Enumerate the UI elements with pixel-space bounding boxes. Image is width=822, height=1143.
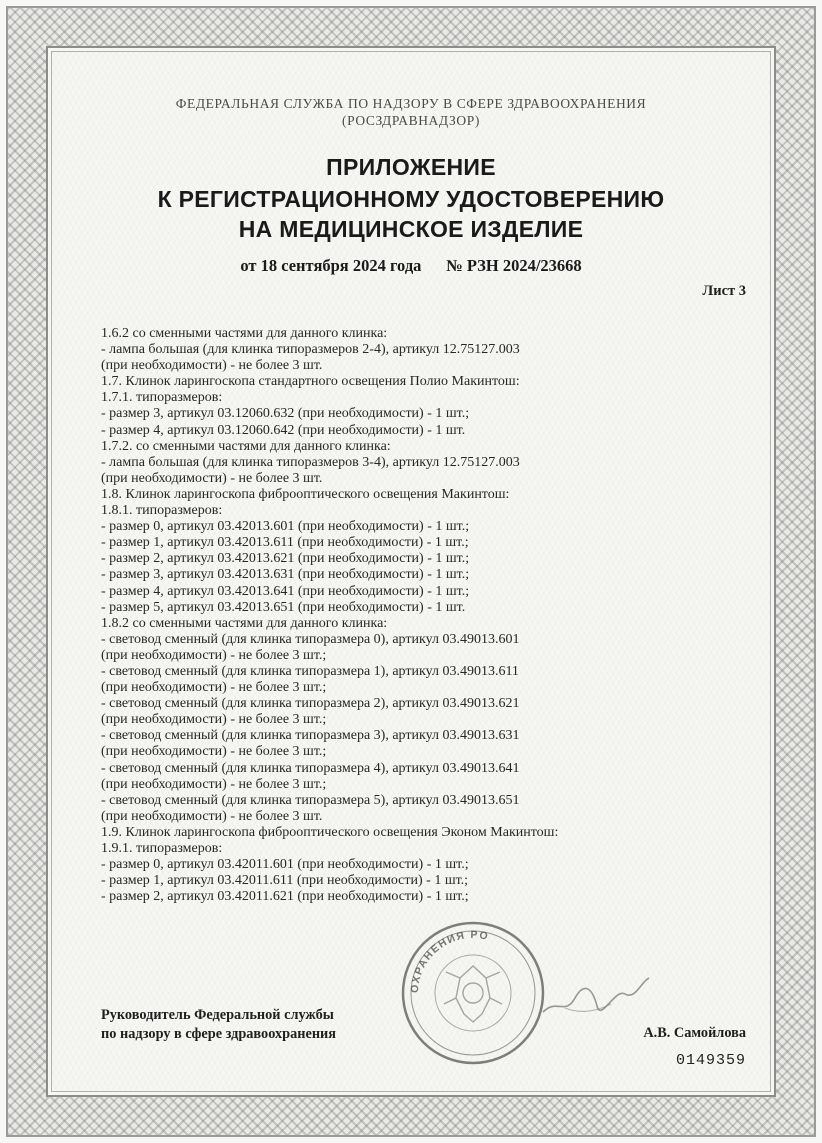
- body-line: (при необходимости) - не более 3 шт.: [101, 808, 323, 824]
- body-line: - лампа большая (для клинка типоразмеров 2-4), артикул 12.75127.003: [101, 342, 520, 358]
- agency-name: ФЕДЕРАЛЬНАЯ СЛУЖБА ПО НАДЗОРУ В СФЕРЕ ЗДРАВООХРАНЕНИЯ: [175, 96, 647, 111]
- body-line: - световод сменный (для клинка типоразмера 2), артикул 03.49013.621: [101, 696, 520, 712]
- body-line: 1.8.1. типоразмеров:: [101, 503, 223, 519]
- document-title-line-2: К РЕГИСТРАЦИОННОМУ УДОСТОВЕРЕНИЮ: [157, 186, 665, 212]
- body-line: (при необходимости) - не более 3 шт.;: [101, 744, 327, 760]
- body-line: - световод сменный (для клинка типоразмера 0), артикул 03.49013.601: [101, 631, 520, 647]
- body-line: - размер 5, артикул 03.42013.651 (при необходимости) - 1 шт.: [101, 599, 466, 615]
- body-line: - световод сменный (для клинка типоразмера 1), артикул 03.49013.611: [101, 663, 519, 679]
- signatory-title-line-2: по надзору в сфере здравоохранения: [101, 1026, 337, 1042]
- body-line: - размер 1, артикул 03.42011.611 (при необходимости) - 1 шт.;: [101, 873, 469, 889]
- signatory-name: А.В. Самойлова: [643, 1025, 746, 1041]
- body-line: 1.7. Клинок ларингоскопа стандартного освещения Полио Макинтош:: [101, 374, 520, 390]
- body-line: - размер 3, артикул 03.42013.631 (при необходимости) - 1 шт.;: [101, 567, 470, 583]
- body-line: (при необходимости) - не более 3 шт.;: [101, 776, 327, 792]
- body-line: 1.7.1. типоразмеров:: [101, 390, 223, 406]
- body-line: - световод сменный (для клинка типоразмера 4), артикул 03.49013.641: [101, 760, 520, 776]
- body-line: - размер 1, артикул 03.42013.611 (при необходимости) - 1 шт.;: [101, 535, 469, 551]
- registration-date: от 18 сентября 2024 года: [240, 256, 422, 275]
- seal-text: ОХРАНЕНИЯ РО: [408, 928, 491, 994]
- agency-abbreviation: (РОСЗДРАВНАДЗОР): [342, 113, 480, 128]
- body-line: - размер 3, артикул 03.12060.632 (при необходимости) - 1 шт.;: [101, 406, 470, 422]
- body-line: - размер 4, артикул 03.12060.642 (при необходимости) - 1 шт.: [101, 422, 466, 438]
- appendix-body: [101, 326, 741, 905]
- body-line: - размер 2, артикул 03.42013.621 (при необходимости) - 1 шт.;: [101, 551, 470, 567]
- body-line: (при необходимости) - не более 3 шт.;: [101, 647, 327, 663]
- body-line: - размер 2, артикул 03.42011.621 (при необходимости) - 1 шт.;: [101, 889, 469, 905]
- body-line: - размер 4, артикул 03.42013.641 (при необходимости) - 1 шт.;: [101, 583, 470, 599]
- official-seal: [398, 918, 548, 1068]
- body-line: 1.8. Клинок ларингоскопа фиброоптического освещения Макинтош:: [101, 486, 510, 502]
- body-line: (при необходимости) - не более 3 шт.;: [101, 680, 327, 696]
- body-line: 1.9.1. типоразмеров:: [101, 841, 223, 856]
- registration-number: № РЗН 2024/23668: [446, 256, 582, 275]
- body-line: (при необходимости) - не более 3 шт.: [101, 358, 323, 374]
- sheet-number: Лист 3: [702, 283, 746, 299]
- body-line: - световод сменный (для клинка типоразмера 5), артикул 03.49013.651: [101, 792, 520, 808]
- body-line: - лампа большая (для клинка типоразмеров 3-4), артикул 12.75127.003: [101, 454, 520, 470]
- body-line: 1.6.2 со сменными частями для данного клинка:: [101, 326, 388, 341]
- body-line: - размер 0, артикул 03.42011.601 (при необходимости) - 1 шт.;: [101, 857, 469, 873]
- signatory-title: [101, 1006, 336, 1044]
- body-line: 1.8.2 со сменными частями для данного клинка:: [101, 615, 388, 631]
- body-line: (при необходимости) - не более 3 шт.;: [101, 712, 327, 728]
- document-title-line-3: НА МЕДИЦИНСКОЕ ИЗДЕЛИЕ: [238, 216, 584, 242]
- body-line: 1.9. Клинок ларингоскопа фиброоптического освещения Эконом Макинтош:: [101, 824, 559, 840]
- body-line: (при необходимости) - не более 3 шт.: [101, 470, 323, 486]
- signature-mark: [535, 968, 655, 1028]
- registration-line: [0, 256, 822, 276]
- document-title-line-1: ПРИЛОЖЕНИЕ: [326, 154, 496, 180]
- body-line: - световод сменный (для клинка типоразмера 3), артикул 03.49013.631: [101, 728, 520, 744]
- body-line: - размер 0, артикул 03.42013.601 (при необходимости) - 1 шт.;: [101, 519, 470, 535]
- signatory-title-line-1: Руководитель Федеральной службы: [101, 1007, 334, 1023]
- serial-number: 0149359: [675, 1052, 746, 1069]
- body-line: 1.7.2. со сменными частями для данного клинка:: [101, 438, 391, 454]
